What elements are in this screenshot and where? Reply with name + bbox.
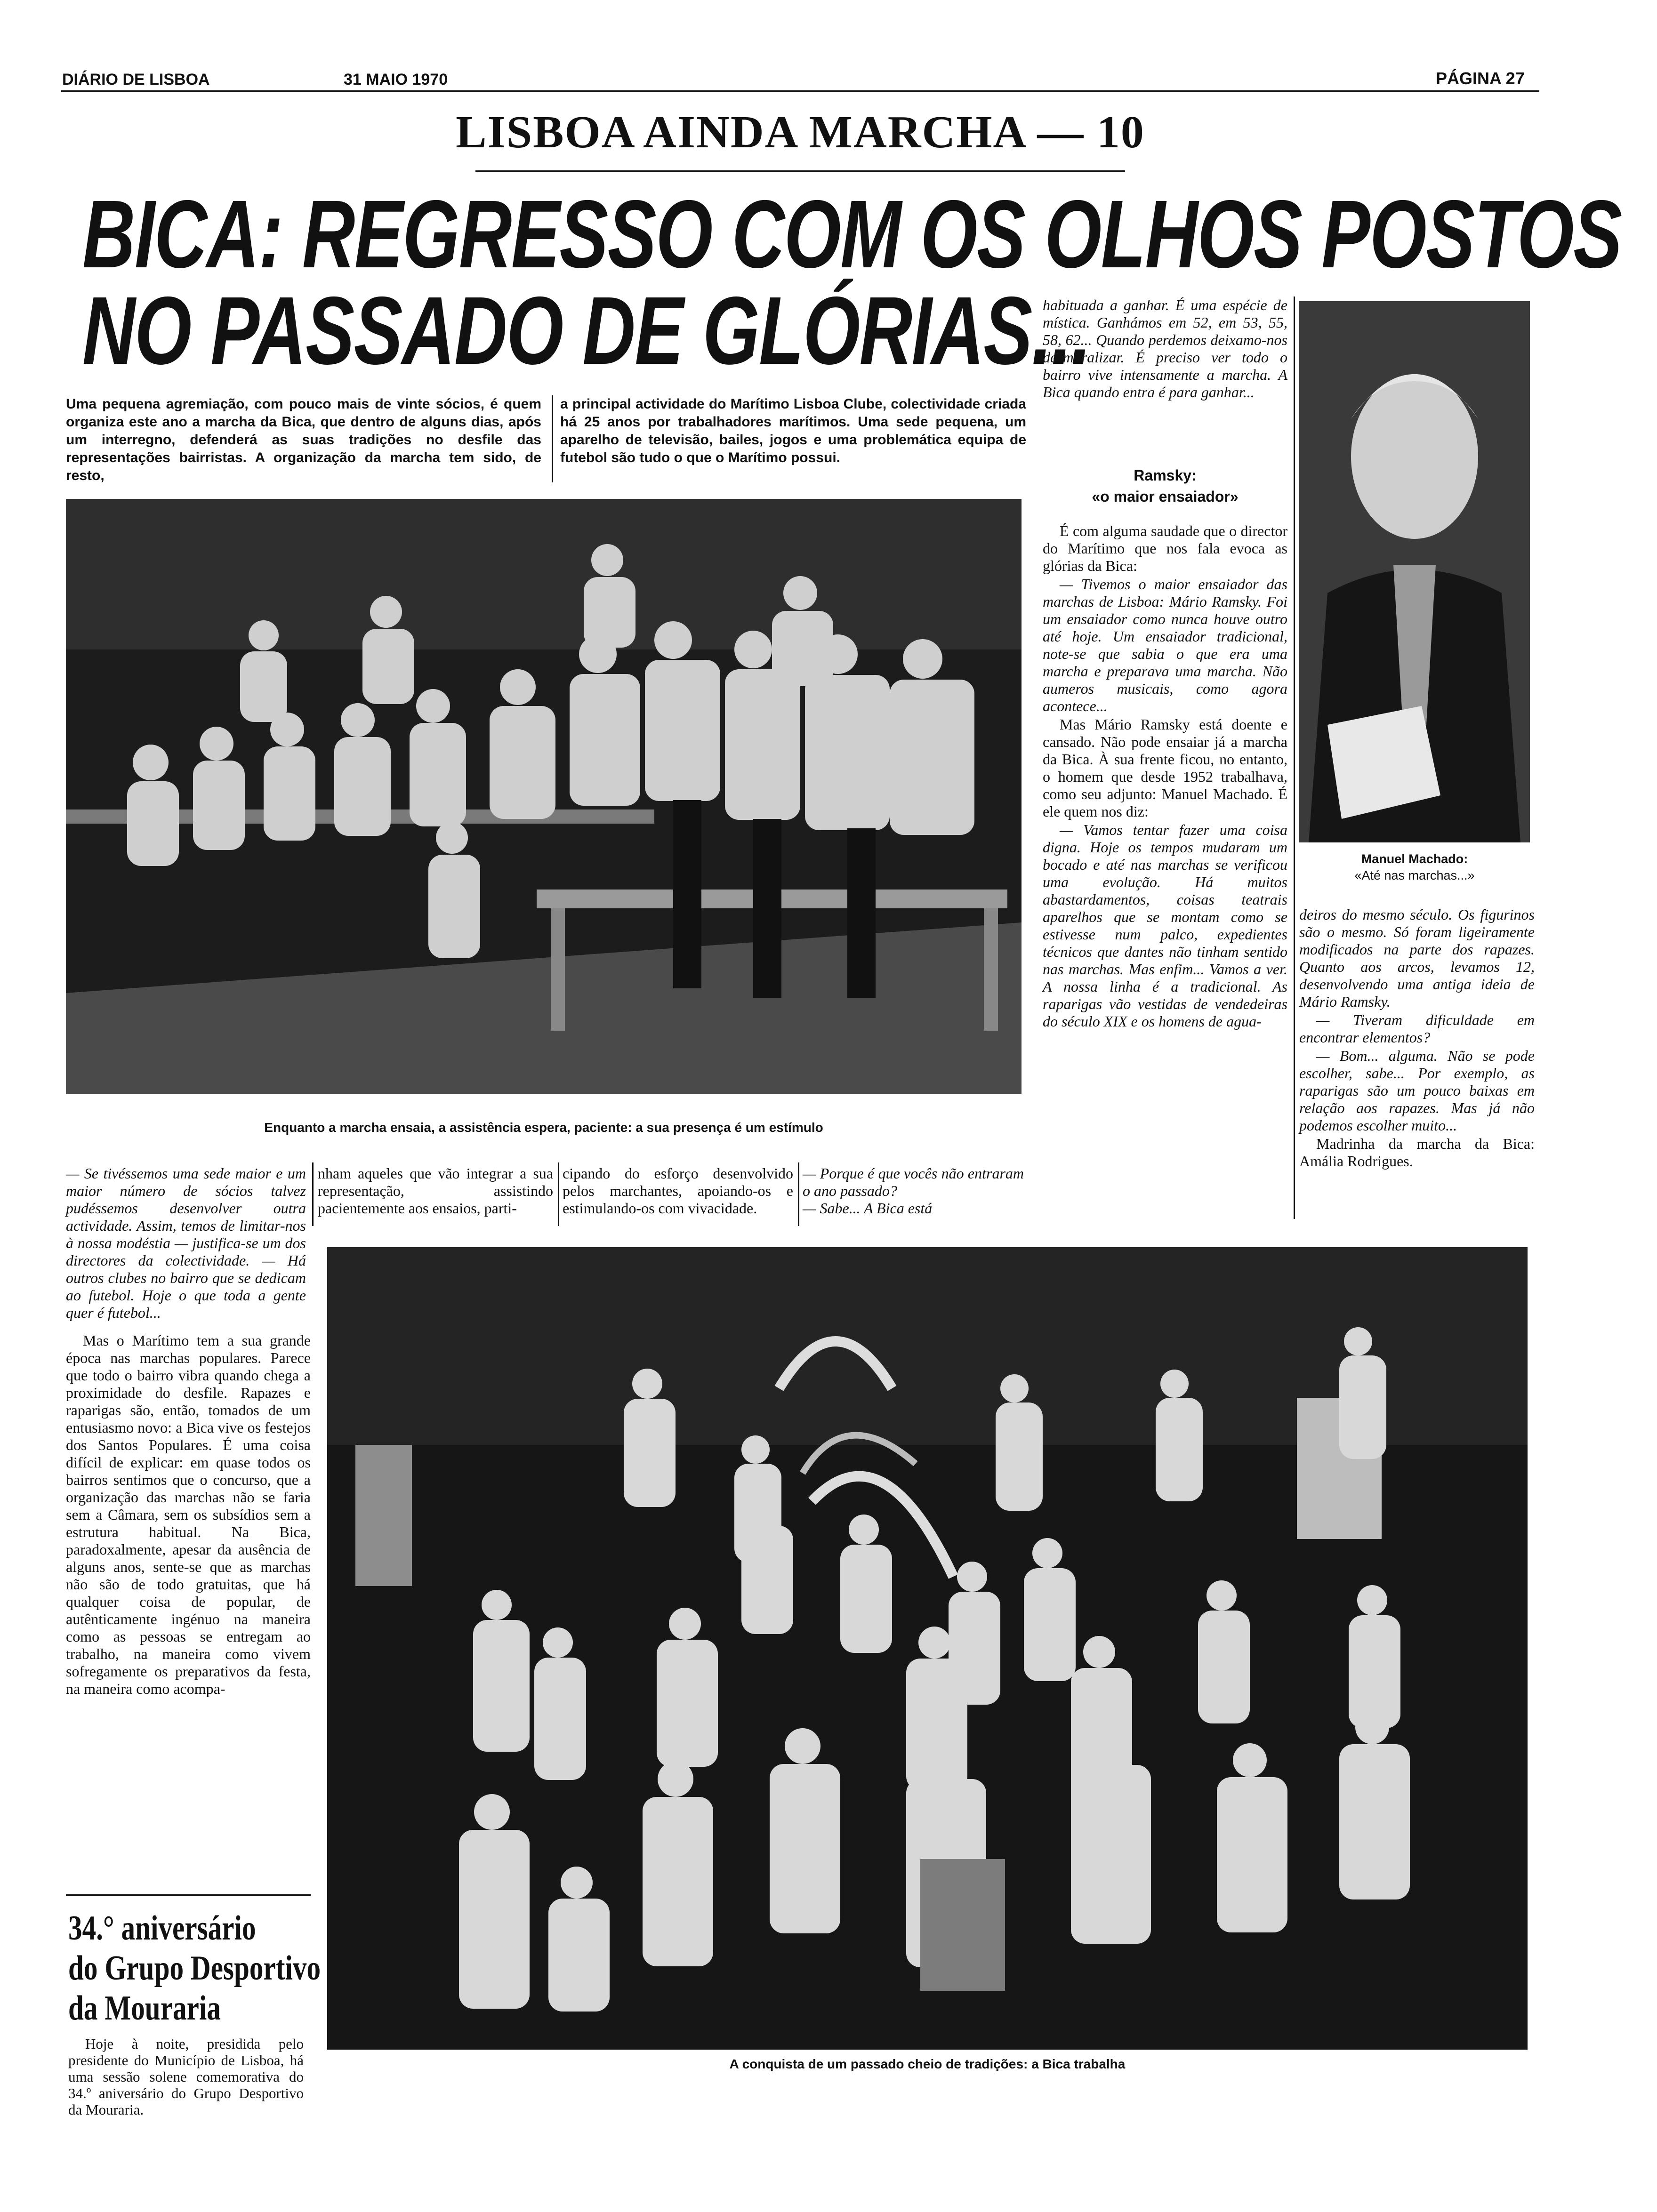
row-divider [798, 1162, 799, 1226]
portrait-photo-image [1299, 301, 1530, 842]
right-column-intro: habituada a ganhar. É uma espécie de mística. Ganhámos em 52, em 53, 55, 58, 62... Quando perdemos deixamo-nos desmoralizar. É preciso ver todo o bairro vive intensamente a marcha. A Bica quando entra é para ganhar... [1043, 297, 1287, 401]
right-column-divider [1294, 297, 1295, 1219]
lead-divider [552, 395, 553, 482]
sidebar-title-2: do Grupo Desportivo [68, 1949, 321, 1988]
header-rule [61, 90, 1539, 92]
audience-photo-image [66, 499, 1022, 1094]
rehearsal-photo [327, 1247, 1528, 2050]
far-right-paragraph: Madrinha da marcha da Bica: Amália Rodrigues. [1299, 1135, 1535, 1170]
kicker-underline [475, 170, 1125, 172]
right-column-quote: — Vamos tentar fazer uma coisa digna. Hoje os tempos mudaram um bocado e até nas marchas se verificou uma evolução. Há muitos abastardamentos, coisas teatrais aparelhos que se montam como se estivesse num palco, expedientes técnicos que dantes não tinham sentido nas marchas. Mas enfim... Vamos a ver. A nossa linha é a tradicional. As raparigas vão vestidas de vendedeiras do século XIX e os homens de agua- [1043, 821, 1287, 1030]
right-column-quote: — Tivemos o maior ensaiador das marchas de Lisboa: Mário Ramsky. Foi um ensaiador como nunca houve outro até hoje. Um ensaiador tradicional, note-se que sabia o que era uma marcha e preparava uma marcha. Não aumeros musicais, como agora acontece... [1043, 576, 1287, 714]
headline-line-2: NO PASSADO DE GLÓRIAS... [82, 277, 1091, 385]
rehearsal-photo-caption: A conquista de um passado cheio de tradições: a Bica trabalha [729, 2057, 1126, 2071]
sidebar-body [68, 2036, 304, 2119]
far-right-paragraph: — Tiveram dificuldade em encontrar elementos? [1299, 1011, 1535, 1046]
issue-date: 31 MAIO 1970 [344, 71, 448, 88]
row-column-2: nham aqueles que vão integrar a sua representação, assistindo pacientemente aos ensaios, parti- [318, 1165, 553, 1217]
right-column-body [1043, 522, 1287, 1031]
newspaper-name: DIÁRIO DE LISBOA [62, 71, 210, 88]
row-column-4: — Porque é que vocês não entraram o ano passado? — Sabe... A Bica está [803, 1165, 1024, 1217]
sidebar-title-3: da Mouraria [68, 1989, 221, 2028]
left-column-paragraph: Mas o Marítimo tem a sua grande época nas marchas populares. Parece que todo o bairro vibra quando chega a proximidade do desfile. Rapazes e raparigas são, então, tomados de um entusiasmo novo: a Bica vive os festejos dos Santos Populares. É uma coisa difícil de explicar: em quase todos os bairros sentimos que o concurso, que a organização das marchas não se faria sem a Câmara, sem os subsídios sem a estrutura habitual. Na Bica, paradoxalmente, apesar da ausência de alguns anos, sente-se que as marchas não são de todo gratuitas, que há qualquer coisa de popular, de autênticamente ingénuo na maneira como as pessoas se entregam ao trabalho, na maneira como vivem sofregamente os preparativos da festa, na maneira como acompa- [66, 1332, 311, 1697]
right-column-paragraph: Mas Mário Ramsky está doente e cansado. Não pode ensaiar já a marcha da Bica. À sua frente ficou, no entanto, o homem que desde 1952 trabalhava, como seu adjunto: Manuel Machado. É ele quem nos diz: [1043, 716, 1287, 820]
ramsky-subhead-2: «o maior ensaiador» [1092, 488, 1239, 505]
audience-photo [66, 499, 1022, 1094]
lead-paragraph-2: a principal actividade do Marítimo Lisboa Clube, colectividade criada há 25 anos por trabalhadores marítimos. Uma sede pequena, um aparelho de televisão, bailes, jogos e uma problemática equipa de futebol são tudo o que o Marítimo possui. [560, 396, 1026, 465]
right-column-paragraph: É com alguma saudade que o director do Marítimo que nos fala evoca as glórias da Bica: [1043, 522, 1287, 574]
lead-paragraph-1: Uma pequena agremiação, com pouco mais de vinte sócios, é quem organiza este ano a marcha da Bica, que dentro de alguns dias, após um interregno, defenderá as suas tradições no desfile das representações bairristas. A organização da marcha tem sido, de resto, [66, 396, 541, 483]
ramsky-subhead-1: Ramsky: [1134, 467, 1197, 484]
far-right-column [1299, 906, 1535, 1171]
portrait-caption-2: «Até nas marchas...» [1354, 868, 1475, 882]
sidebar-title-1: 34.° aniversário [68, 1909, 256, 1948]
portrait-caption-1: Manuel Machado: [1361, 852, 1468, 866]
far-right-paragraph: — Bom... alguma. Não se pode escolher, sabe... Por exemplo, as raparigas são um pouco baixas em relação aos rapazes. Mas já não podemos escolher muito... [1299, 1047, 1535, 1134]
rehearsal-photo-image [327, 1247, 1528, 2050]
row-divider [558, 1162, 559, 1226]
director-quote: — Se tivéssemos uma sede maior e um maior número de sócios talvez pudéssemos desenvolver outra actividade. Assim, temos de limitar-nos à nossa modéstia — justifica-se um dos directores da colectividade. — Há outros clubes no bairro que se dedicam ao futebol. Hoje o que toda a gente quer é futebol... [66, 1165, 306, 1321]
sidebar-paragraph: Hoje à noite, presidida pelo presidente do Município de Lisboa, há uma sessão solene comemorativa do 34.º aniversário do Grupo Desportivo da Mouraria. [68, 2036, 304, 2118]
audience-photo-caption: Enquanto a marcha ensaia, a assistência espera, paciente: a sua presença é um estímulo [264, 1120, 823, 1135]
far-right-paragraph: deiros do mesmo século. Os figurinos são o mesmo. Só foram ligeiramente modificados na parte dos rapazes. Quanto aos arcos, levamos 12, desenvolvendo uma antiga ideia de Mário Ramsky. [1299, 906, 1535, 1010]
sidebar-top-rule [66, 1894, 311, 1896]
page-number: PÁGINA 27 [1436, 69, 1525, 88]
left-column-body [66, 1332, 311, 1699]
portrait-photo [1299, 301, 1530, 842]
row-column-3: cipando do esforço desenvolvido pelos marchantes, apoiando-os e estimulando-os com vivacidade. [563, 1165, 793, 1217]
headline-line-1: BICA: REGRESSO COM OS OLHOS POSTOS [82, 180, 1622, 288]
series-kicker: LISBOA AINDA MARCHA — 10 [456, 107, 1145, 158]
row-divider [312, 1162, 314, 1226]
